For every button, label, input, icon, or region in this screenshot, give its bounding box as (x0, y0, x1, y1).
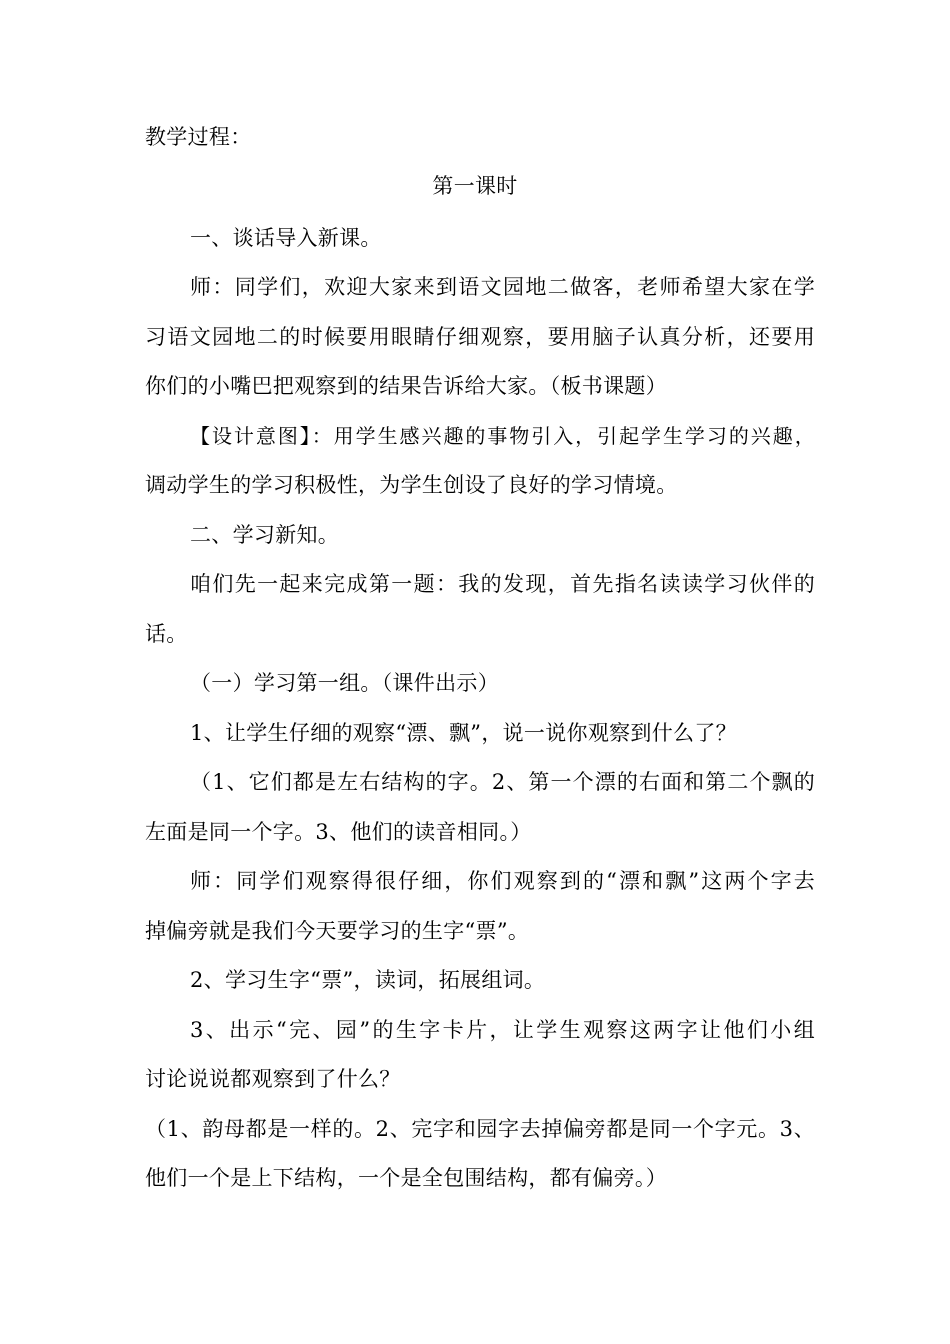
paragraph-line: 讨论说说都观察到了什么？ (145, 1067, 401, 1091)
paragraph-line: 掉偏旁就是我们今天要学习的生字“票”。 (145, 919, 530, 943)
heading: 教学过程： (145, 125, 252, 149)
paragraph-line: 【设计意图】：用学生感兴趣的事物引入，引起学生学习的兴趣， (190, 424, 815, 448)
paragraph-line: 他们一个是上下结构，一个是全包围结构，都有偏旁。） (145, 1166, 667, 1190)
paragraph-line: 咱们先一起来完成第一题：我的发现，首先指名读读学习伙伴的 (190, 572, 815, 596)
section-title: 第一课时 (432, 174, 518, 198)
paragraph-line: 话。 (145, 622, 188, 646)
paragraph-line: 一、谈话导入新课。 (190, 226, 382, 250)
paragraph-line: 1、让学生仔细的观察“漂、飘”，说一说你观察到什么了？ (190, 721, 737, 745)
paragraph-line: 3、出示“完、园”的生字卡片，让学生观察这两字让他们小组 (190, 1018, 815, 1042)
paragraph-line: 2、学习生字“票”，读词，拓展组词。 (190, 968, 546, 992)
paragraph-line: 二、学习新知。 (190, 523, 340, 547)
paragraph-line: 习语文园地二的时候要用眼睛仔细观察，要用脑子认真分析，还要用 (145, 325, 815, 349)
paragraph-line: （一）学习第一组。（课件出示） (190, 671, 499, 695)
paragraph-line: 师：同学们观察得很仔细，你们观察到的“漂和飘”这两个字去 (190, 869, 815, 893)
paragraph-line: 你们的小嘴巴把观察到的结果告诉给大家。（板书课题） (145, 374, 667, 398)
paragraph-line: （1、韵母都是一样的。2、完字和园字去掉偏旁都是同一个字元。3、 (145, 1117, 815, 1141)
paragraph-line: （1、它们都是左右结构的字。2、第一个漂的右面和第二个飘的 (190, 770, 815, 794)
paragraph-line: 调动学生的学习积极性，为学生创设了良好的学习情境。 (145, 473, 678, 497)
paragraph-line: 左面是同一个字。3、他们的读音相同。） (145, 820, 532, 844)
paragraph-line: 师：同学们，欢迎大家来到语文园地二做客，老师希望大家在学 (190, 275, 815, 299)
